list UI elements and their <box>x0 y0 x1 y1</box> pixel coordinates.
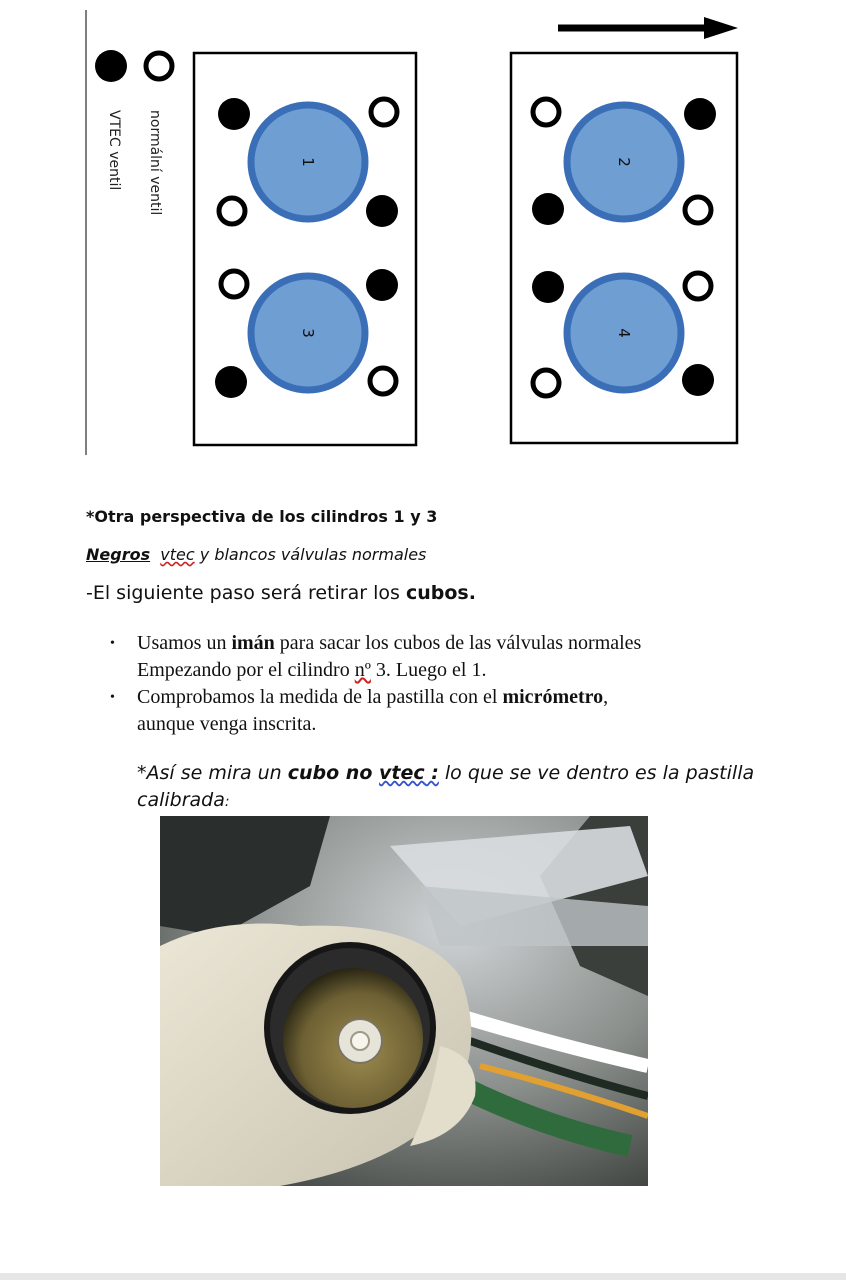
page-bottom-bar <box>0 1273 846 1280</box>
legend-normal-label: normální ventil <box>147 110 163 216</box>
normal-valve <box>685 273 711 299</box>
vtec-valve <box>684 98 716 130</box>
next-step-text: -El siguiente paso será retirar los cubos. <box>86 582 476 604</box>
caption-cylinders-1-3: *Otra perspectiva de los cilindros 1 y 3 <box>86 507 438 526</box>
vtec-valve <box>366 269 398 301</box>
normal-valve <box>533 370 559 396</box>
list-item: • Usamos un imán para sacar los cubos de las válvulas normales Empezando por el cilindro nº 3. Luego el 1. <box>110 630 641 684</box>
normal-valve <box>533 99 559 125</box>
list-item: • Comprobamos la medida de la pastilla con el micrómetro, aunque venga inscrita. <box>110 684 641 738</box>
svg-text:2: 2 <box>615 157 633 167</box>
legend-vtec-dot <box>95 50 127 82</box>
valve-bucket-photo <box>160 816 648 1186</box>
normal-valve <box>685 197 711 223</box>
legend-normal-dot <box>146 53 172 79</box>
valve-legend-sentence: Negros vtec y blancos válvulas normales <box>86 545 427 564</box>
normal-valve <box>370 368 396 394</box>
vtec-valve <box>218 98 250 130</box>
vtec-valve <box>682 364 714 396</box>
vtec-valve <box>366 195 398 227</box>
normal-valve <box>219 198 245 224</box>
vtec-valve <box>532 193 564 225</box>
legend-vtec-label: VTEC ventil <box>106 110 122 191</box>
normal-valve <box>371 99 397 125</box>
svg-text:3: 3 <box>299 328 317 338</box>
normal-valve <box>221 271 247 297</box>
svg-text:1: 1 <box>299 157 317 167</box>
svg-text:4: 4 <box>615 328 633 338</box>
cylinder-3 <box>251 276 365 390</box>
cylinder-4 <box>567 276 681 390</box>
valve-layout-diagram <box>0 0 846 470</box>
vtec-valve <box>215 366 247 398</box>
instruction-list <box>110 630 641 738</box>
cylinder-1 <box>251 105 365 219</box>
photo-note: *Así se mira un cubo no vtec : lo que se ve dentro es la pastilla calibrada: <box>137 762 755 811</box>
direction-arrow-icon <box>558 17 738 39</box>
vtec-valve <box>532 271 564 303</box>
cylinder-2 <box>567 105 681 219</box>
